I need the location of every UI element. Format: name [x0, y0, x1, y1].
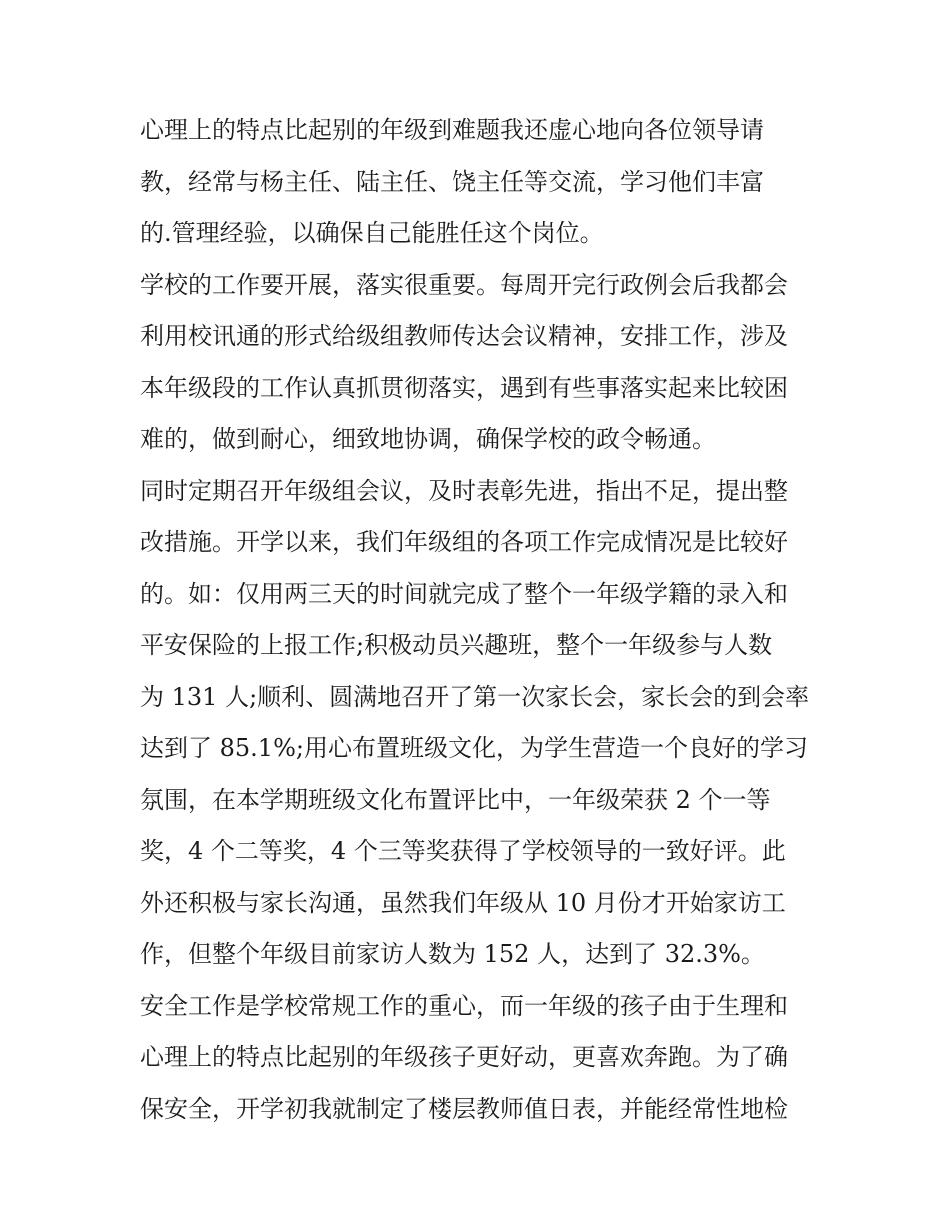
text-line: 心理上的特点比起别的年级孩子更好动，更喜欢奔跑。为了确: [140, 1043, 788, 1071]
text-line: 改措施。开学以来，我们年级组的各项工作完成情况是比较好: [140, 528, 788, 556]
text-line: 心理上的特点比起别的年级到难题我还虚心地向各位领导请: [140, 116, 764, 144]
text-line: 学校的工作要开展，落实很重要。每周开完行政例会后我都会: [140, 270, 788, 299]
text-line: 达到了 85.1%;用心布置班级文化，为学生营造一个良好的学习: [140, 734, 808, 762]
text-line: 为 131 人;顺利、圆满地召开了第一次家长会，家长会的到会率: [140, 682, 810, 711]
text-line: 教，经常与杨主任、陆主任、饶主任等交流，学习他们丰富: [140, 167, 764, 196]
text-line: 奖，4 个二等奖，4 个三等奖获得了学校领导的一致好评。此: [140, 837, 786, 865]
text-line: 难的，做到耐心，细致地协调，确保学校的政令畅通。: [140, 425, 716, 453]
text-line: 的。如：仅用两三天的时间就完成了整个一年级学籍的录入和: [140, 579, 788, 608]
text-line: 同时定期召开年级组会议，及时表彰先进，指出不足，提出整: [140, 476, 788, 505]
text-line: 安全工作是学校常规工作的重心，而一年级的孩子由于生理和: [140, 991, 788, 1020]
text-line: 氛围，在本学期班级文化布置评比中，一年级荣获 2 个一等: [140, 785, 771, 814]
text-line: 的.管理经验，以确保自己能胜任这个岗位。: [140, 219, 604, 247]
text-line: 利用校讯通的形式给级组教师传达会议精神，安排工作，涉及: [140, 322, 788, 350]
text-line: 本年级段的工作认真抓贯彻落实，遇到有些事落实起来比较困: [140, 373, 788, 402]
body-text: [140, 105, 820, 1135]
text-line: 保安全，开学初我就制定了楼层教师值日表，并能经常性地检: [140, 1094, 788, 1123]
text-line: 平安保险的上报工作;积极动员兴趣班，整个一年级参与人数: [140, 631, 773, 659]
text-line: 外还积极与家长沟通，虽然我们年级从 10 月份才开始家访工: [140, 888, 786, 917]
text-line: 作，但整个年级目前家访人数为 152 人，达到了 32.3%。: [140, 940, 765, 968]
